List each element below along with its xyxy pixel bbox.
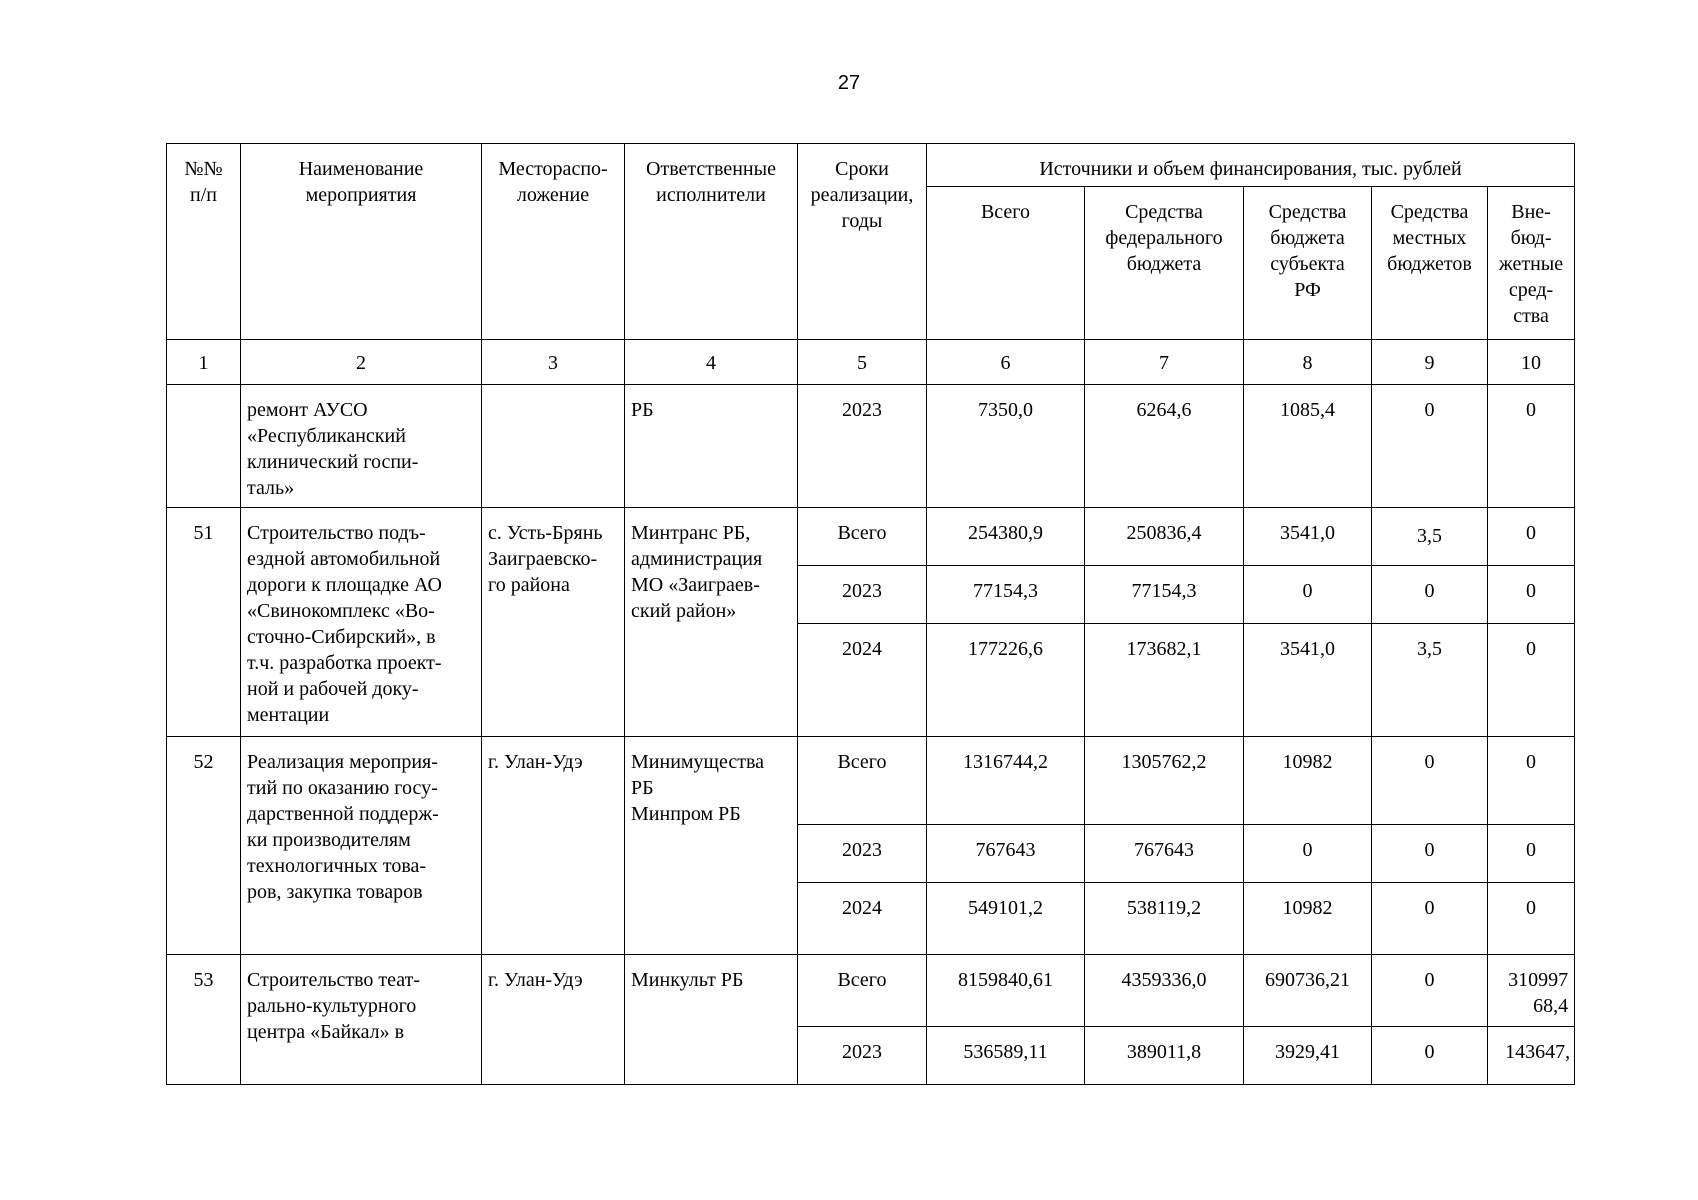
- row-regional: 1085,4: [1244, 385, 1372, 508]
- row-local: 0: [1372, 737, 1488, 825]
- header-total: Всего: [927, 187, 1085, 340]
- row-extrabudget: 143647,: [1488, 1027, 1575, 1085]
- row-name: Строительство теат- рально-культурного центра «Байкал» в: [241, 955, 482, 1085]
- row-location: [482, 385, 625, 508]
- row-extrabudget: 0: [1488, 737, 1575, 825]
- row-name: ремонт АУСО «Республиканский клинический госпи- таль»: [241, 385, 482, 508]
- row-regional: 0: [1244, 825, 1372, 883]
- column-number: 2: [241, 340, 482, 385]
- row-total: 254380,9: [927, 508, 1085, 566]
- column-number: 3: [482, 340, 625, 385]
- row-local: 0: [1372, 883, 1488, 955]
- header-responsible: Ответственные исполнители: [625, 144, 798, 340]
- row-extrabudget: 0: [1488, 508, 1575, 566]
- row-extrabudget: 0: [1488, 385, 1575, 508]
- row-name: Строительство подъ- ездной автомобильной дороги к площадке АО «Свинокомплекс «Во- сточно-Сибирский», в т.ч. разработка проект- ной и рабочей доку- ментации: [241, 508, 482, 737]
- column-number: 5: [798, 340, 927, 385]
- header-local: Средства местных бюджетов: [1372, 187, 1488, 340]
- row-federal: 4359336,0: [1085, 955, 1244, 1027]
- row-regional: 690736,21: [1244, 955, 1372, 1027]
- table-row: [167, 508, 1575, 566]
- column-number: 10: [1488, 340, 1575, 385]
- row-extrabudget: 0: [1488, 624, 1575, 737]
- row-federal: 767643: [1085, 825, 1244, 883]
- row-period: Всего: [798, 737, 927, 825]
- row-federal: 1305762,2: [1085, 737, 1244, 825]
- row-extrabudget: 310997 68,4: [1488, 955, 1575, 1027]
- row-regional: 3541,0: [1244, 508, 1372, 566]
- financing-table: [166, 143, 1575, 1085]
- row-period: 2023: [798, 566, 927, 624]
- row-regional: 10982: [1244, 883, 1372, 955]
- table-row: [167, 385, 1575, 508]
- row-total: 536589,11: [927, 1027, 1085, 1085]
- column-number: 7: [1085, 340, 1244, 385]
- row-total: 177226,6: [927, 624, 1085, 737]
- header-name: Наименование мероприятия: [241, 144, 482, 340]
- row-regional: 3929,41: [1244, 1027, 1372, 1085]
- column-number: 9: [1372, 340, 1488, 385]
- row-local: 0: [1372, 825, 1488, 883]
- header-number: №№ п/п: [167, 144, 241, 340]
- row-federal: 250836,4: [1085, 508, 1244, 566]
- row-regional: 0: [1244, 566, 1372, 624]
- header-federal: Средства федерального бюджета: [1085, 187, 1244, 340]
- row-responsible: Минимущества РБ Минпром РБ: [625, 737, 798, 955]
- row-local: 0: [1372, 385, 1488, 508]
- row-total: 8159840,61: [927, 955, 1085, 1027]
- row-period: Всего: [798, 508, 927, 566]
- column-number: 8: [1244, 340, 1372, 385]
- row-extrabudget: 0: [1488, 883, 1575, 955]
- row-location: с. Усть-Брянь Заиграевско- го района: [482, 508, 625, 737]
- row-period: Всего: [798, 955, 927, 1027]
- header-financing: Источники и объем финансирования, тыс. рублей: [927, 144, 1575, 187]
- row-period: 2023: [798, 1027, 927, 1085]
- table-row: [167, 955, 1575, 1027]
- row-regional: 3541,0: [1244, 624, 1372, 737]
- row-period: 2024: [798, 883, 927, 955]
- row-local: 0: [1372, 1027, 1488, 1085]
- table-header-row: [167, 144, 1575, 187]
- row-number: [167, 385, 241, 508]
- header-extrabudget: Вне- бюд- жетные сред- ства: [1488, 187, 1575, 340]
- row-federal: 77154,3: [1085, 566, 1244, 624]
- row-local: 0: [1372, 566, 1488, 624]
- row-responsible: Минтранс РБ, администрация МО «Заиграев- ский район»: [625, 508, 798, 737]
- row-responsible: Минкульт РБ: [625, 955, 798, 1085]
- row-location: г. Улан-Удэ: [482, 737, 625, 955]
- header-regional: Средства бюджета субъекта РФ: [1244, 187, 1372, 340]
- row-federal: 389011,8: [1085, 1027, 1244, 1085]
- row-location: г. Улан-Удэ: [482, 955, 625, 1085]
- page-number: 27: [837, 72, 861, 94]
- row-regional: 10982: [1244, 737, 1372, 825]
- column-number: 1: [167, 340, 241, 385]
- row-name: Реализация мероприя- тий по оказанию госу- дарственной поддерж- ки производителям технологичных това- ров, закупка товаров: [241, 737, 482, 955]
- row-local: 3,5: [1372, 508, 1488, 566]
- row-total: 549101,2: [927, 883, 1085, 955]
- table-row: [167, 737, 1575, 825]
- row-extrabudget: 0: [1488, 566, 1575, 624]
- row-period: 2024: [798, 624, 927, 737]
- row-period: 2023: [798, 385, 927, 508]
- row-number: 53: [167, 955, 241, 1085]
- column-number: 4: [625, 340, 798, 385]
- header-location: Местораспо- ложение: [482, 144, 625, 340]
- row-number: 52: [167, 737, 241, 955]
- row-total: 767643: [927, 825, 1085, 883]
- column-number: 6: [927, 340, 1085, 385]
- column-numbers-row: [167, 340, 1575, 385]
- row-total: 77154,3: [927, 566, 1085, 624]
- row-federal: 6264,6: [1085, 385, 1244, 508]
- row-total: 1316744,2: [927, 737, 1085, 825]
- row-federal: 538119,2: [1085, 883, 1244, 955]
- row-number: 51: [167, 508, 241, 737]
- row-total: 7350,0: [927, 385, 1085, 508]
- row-local: 0: [1372, 955, 1488, 1027]
- row-period: 2023: [798, 825, 927, 883]
- header-period: Сроки реализации, годы: [798, 144, 927, 340]
- row-local: 3,5: [1372, 624, 1488, 737]
- row-extrabudget: 0: [1488, 825, 1575, 883]
- row-federal: 173682,1: [1085, 624, 1244, 737]
- row-responsible: РБ: [625, 385, 798, 508]
